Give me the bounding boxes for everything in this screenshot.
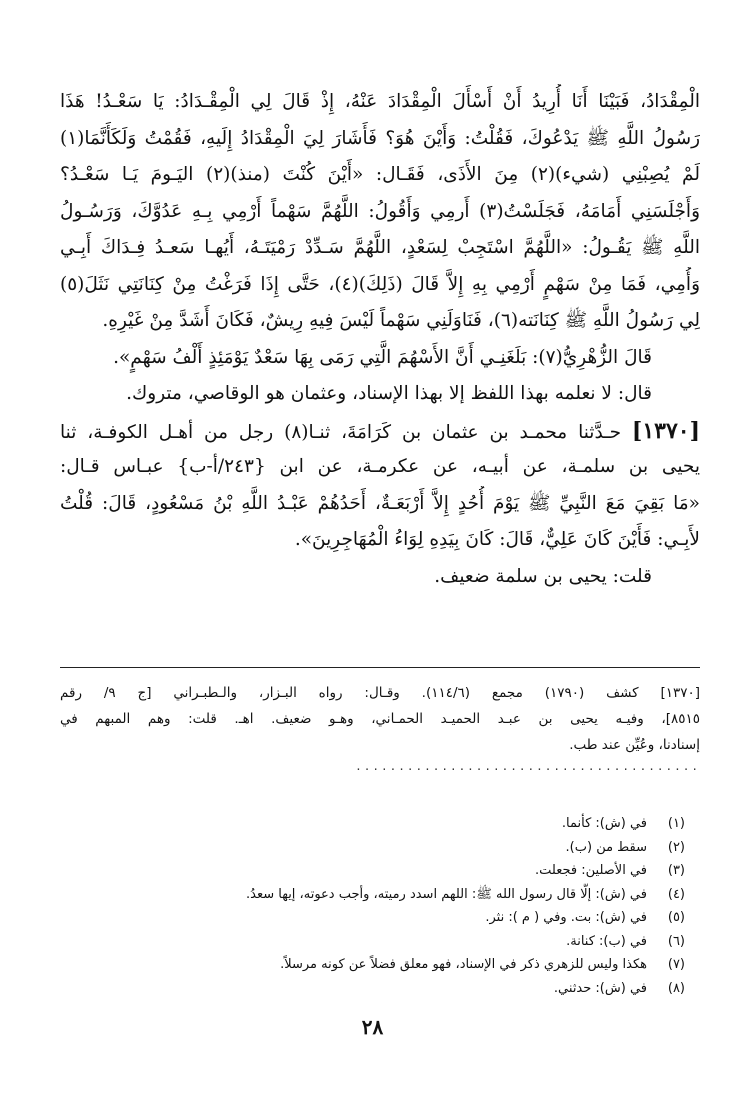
text-line: اللَّهِ ﷺ يَقُـولُ: «اللَّهُمَّ اسْتَجِبْ لِسَعْدٍ، اللَّهُمَّ سَـدِّدْ رَمْيَتَـهُ، أَيُهـا سَعـدُ فِـدَاكَ أَبِـي [60, 237, 700, 258]
footnote [45, 906, 685, 930]
hadith-line: يحيى بن سلمـة، عن أبيـه، عن عكرمـة، عن ابن {٢٤٣/أ-ب} عبـاس قـال: [60, 456, 700, 477]
footnote [45, 812, 685, 836]
takhrij-block [60, 680, 700, 758]
footnote-text: في (ش): بت. وفي ( م ): نثر. [485, 910, 647, 925]
footnote-number: (٦) [667, 933, 685, 949]
hadith-line: حـدَّثنا محمـد بن عثمان بن كَرَامَةَ، ثنـا(٨) رجل من أهـل الكوفـة، ثنا [60, 421, 622, 443]
footnote-text: هكذا وليس للزهري ذكر في الإسناد، فهو معلق فضلاً عن كونه مرسلاً. [280, 957, 647, 972]
footnotes-list [45, 812, 685, 1000]
qala-line: قال: لا نعلمه بهذا اللفظ إلا بهذا الإسناد، وعثمان هو الوقاصي، متروك. [126, 383, 652, 404]
text-line: لِي رَسُولُ اللَّهِ ﷺ كِنَانَته(٦)، فَنَاوَلَنِي سَهْماً لَيْسَ فِيهِ رِيشٌ، فَكَانَ أَشَدَّ مِنْ غَيْرِهِ. [102, 310, 700, 331]
footnote [45, 883, 685, 907]
footnote-number: (٥) [667, 910, 685, 925]
footnote-text: في الأصلين: فجعلت. [535, 863, 647, 878]
hadith-number: [١٣٧٠] [631, 417, 700, 444]
footnote-number: (٢) [667, 839, 685, 855]
text-line: وَأَجْلَسَنِي أَمَامَهُ، فَجَلَسْتُ(٣) أَرمِي وَأَقُولُ: اللَّهُمَّ سَهْماً أَرْمِي بِـهِ عَدُوَّكَ، وَرَسُـولُ [60, 200, 700, 222]
footnote-separator [60, 667, 700, 668]
hadith-line: «مَا بَقِيَ مَعَ النَّبِيِّ ﷺ يَوْمَ أُحُدٍ إِلاَّ أَرْبَعَـةٌ، أَحَدُهُمْ عَبْـدُ اللَّهِ بْنُ مَسْعُودٍ، قَالَ: قُلْتُ [60, 492, 700, 514]
footnote [45, 930, 685, 954]
footnote-text: في (ش): حدثني. [553, 980, 647, 996]
main-text [60, 84, 700, 595]
footnote [45, 977, 685, 1001]
footnote-number: (٣) [667, 863, 685, 878]
qultu-line: قلت: يحيى بن سلمة ضعيف. [434, 565, 652, 587]
footnote-text: في (ش): إلَّا قال رسول الله ﷺ: اللهم اسدد رميته، وأجب دعوته، إيها سعدُ. [245, 886, 647, 902]
text-line: وَأُمِي، فَمَا مِنْ سَهْمٍ أَرْمِي بِهِ إِلاَّ قَالَ (ذَلِكَ)(٤)، حَتَّى إِذَا فَرَغْتُ مِنْ كِنَانَتِي نَثَلَ(٥) [60, 273, 700, 295]
footnote-text: سقط من (ب). [565, 839, 647, 855]
footnote-number: (٨) [667, 980, 685, 996]
hadith-line: لأَبِـي: فَأَيْنَ كَانَ عَلِيٌّ، قَالَ: كَانَ بِيَدِهِ لِوَاءُ الْمُهَاجِرِينَ». [294, 529, 700, 550]
footnote [45, 953, 685, 977]
footnote-number: (٤) [667, 886, 685, 902]
footnote [45, 836, 685, 860]
text-line: رَسُولُ اللَّهِ ﷺ يَدْعُوكَ، فَقُلْتُ: وَأَيْنَ هُوَ؟ فَأَشَارَ لِيَ الْمِقْدَادُ إِلَيهِ، فَقُمْتُ وَلَكَأَنَّمَا(١) [60, 127, 700, 149]
footnote-text: في (ب): كنانة. [566, 933, 647, 949]
page-number: ٢٨ [361, 1015, 384, 1039]
footnote-text: في (ش): كأنما. [561, 816, 647, 831]
zuhri-line: قَالَ الزُّهْرِيُّ(٧): بَلَغَنِـي أَنَّ الأَسْهُمَ الَّتِي رَمَى بِهَا سَعْدٌ يَوْمَئِذٍ أَلْفُ سَهْمٍ». [113, 346, 652, 368]
footnote-number: (١) [667, 816, 685, 831]
takhrij-line: [١٣٧٠] كشف (١٧٩٠) مجمع (١١٤/٦). وقـال: رواه البـزار، والـطبـراني [ج ٩/ رقم [60, 685, 700, 701]
dotted-separator: ........................................ [355, 760, 700, 773]
takhrij-line: إسنادنا، وعُيِّن عند طب. [569, 737, 700, 753]
text-line: الْمِقْدَادُ، فَبَيْنَا أَنَا أُرِيدُ أَنْ أَسْأَلَ الْمِقْدَادَ عَنْهُ، إِذْ قَالَ لِي الْمِقْـدَادُ: يَا سَعْـدُ! هَذَا [60, 91, 700, 112]
takhrij-line: ٨٥١٥]، وفيـه يحيى بن عبـد الحميـد الحمـاني، وهـو ضعيف. اهـ. قلت: وهم المبهم في [60, 711, 700, 727]
footnote [45, 859, 685, 883]
text-line: لَمْ يُصِبْنِي (شيء)(٢) مِنَ الأَذَى، فَقَـال: «أَيْنَ كُنْتَ (منذ)(٢) اليَـومَ يَـا سَعْـدُ؟ [60, 164, 700, 185]
footnote-number: (٧) [667, 957, 685, 972]
hadith-first-line [60, 413, 700, 450]
